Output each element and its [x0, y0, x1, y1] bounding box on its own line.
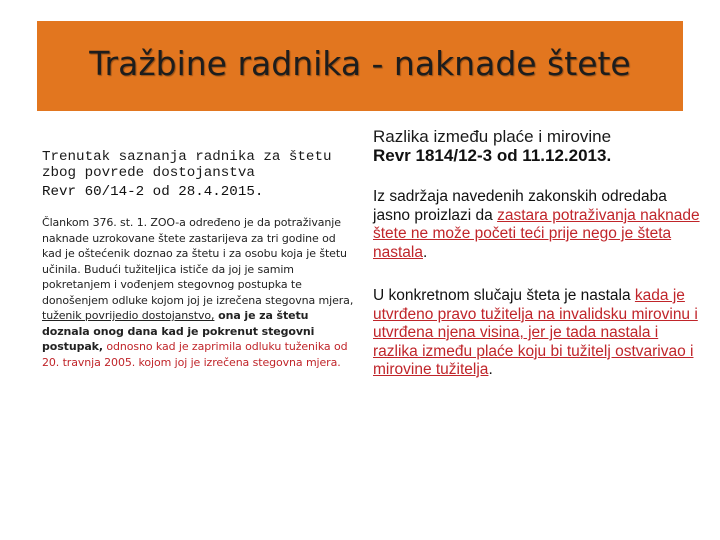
right-paragraph-1	[373, 188, 703, 262]
left-heading: Trenutak saznanja radnika za štetu zbog povrede dostojanstva	[42, 149, 332, 181]
right-p2-intro: U konkretnom slučaju šteta je nastala	[373, 287, 631, 304]
left-body-text: Člankom 376. st. 1. ZOO-a određeno je da potraživanje naknade uzrokovane štete zastarijeva za tri godine od kad je oštećenik doznao za štetu i za osobu koja je štetu učinila. Budući tužiteljica ističe da joj je samim pokretanjem i vođenjem stegovnog postupka te donošenjem odluke kojom joj je izrečena stegovna mjera,	[42, 216, 354, 307]
right-p1-end: .	[422, 243, 428, 261]
left-body	[42, 215, 354, 370]
left-body-underlined: tuženik povrijedio dostojanstvo,	[42, 309, 215, 322]
left-column	[42, 150, 354, 370]
right-paragraph-2	[373, 287, 703, 380]
right-heading: Razlika između plaće i mirovine	[373, 127, 612, 146]
left-body-highlight: odnosno kad je zaprimila odluku tuženika od 20. travnja 2005. kojom joj je izrečena stegovna mjera.	[42, 340, 348, 369]
right-p1-intro: Iz sadržaja navedenih zakonskih odredaba jasno proizlazi da	[373, 188, 667, 224]
slide-title: Tražbine radnika - naknade štete	[89, 44, 631, 83]
right-p2-end: .	[488, 361, 493, 378]
left-reference: Revr 60/14-2 od 28.4.2015.	[42, 184, 264, 200]
right-p1-highlight: zastara potraživanja naknade štete ne može početi teći prije nego je šteta nastala	[373, 206, 700, 261]
right-reference: Revr 1814/12-3 od 11.12.2013.	[373, 146, 612, 165]
left-body-bold: ona je za štetu doznala onog dana kad je pokrenut stegovni postupak,	[42, 309, 315, 353]
right-column	[373, 128, 703, 380]
right-p2-highlight: kada je utvrđeno pravo tužitelja na invalidsku mirovinu i utvrđena njena visina, jer je tada nastala i razlika između plaće koju bi tužitelj ostvarivao i mirovine tužitelja	[373, 287, 698, 378]
